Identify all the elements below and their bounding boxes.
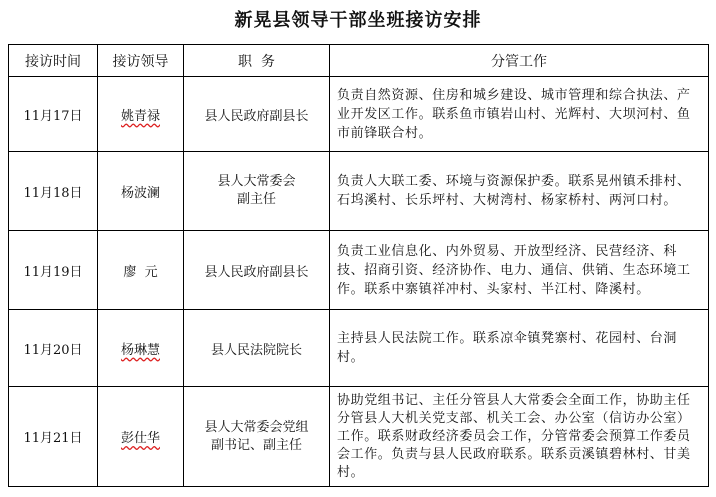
leader-position-line: 副主任 <box>236 192 276 207</box>
reception-date: 11月17日 <box>9 77 98 152</box>
leader-name: 姚青禄 <box>120 108 160 124</box>
leader-name: 廖 元 <box>98 231 184 310</box>
table-row <box>9 387 709 487</box>
table-header-row <box>9 45 709 77</box>
responsibilities: 主持县人民法院工作。联系凉伞镇凳寨村、花园村、台洞村。 <box>330 310 709 387</box>
table-row <box>9 152 709 231</box>
leader-position: 县人民政府副县长 <box>184 77 330 152</box>
responsibilities: 负责人大联工委、环境与资源保护委。联系晃州镇禾排村、石坞溪村、长乐坪村、大树湾村、杨家桥村、两河口村。 <box>330 152 709 231</box>
table-row <box>9 77 709 152</box>
responsibilities: 负责工业信息化、内外贸易、开放型经济、民营经济、科技、招商引资、经济协作、电力、通信、供销、生态环境工作。联系中寨镇祥冲村、头家村、半江村、降溪村。 <box>330 231 709 310</box>
leader-position-line: 副书记、副主任 <box>210 437 302 453</box>
reception-date: 11月19日 <box>9 231 98 310</box>
page-title: 新晃县领导干部坐班接访安排 <box>234 10 482 31</box>
leader-name: 杨波澜 <box>98 152 184 231</box>
header-responsibilities: 分管工作 <box>330 45 709 77</box>
table-row <box>9 231 709 310</box>
leader-name: 彭仕华 <box>120 431 160 446</box>
responsibilities: 协助党组书记、主任分管县人大常委会全面工作，协助主任分管县人大机关党支部、机关工会、办公室（信访办公室）工作。联系财政经济委员会工作，分管常委会预算工作委员会工作。负责与县人民政府联系。联系贡溪镇碧林村、甘美村。 <box>330 387 709 487</box>
header-reception-leader: 接访领导 <box>98 45 184 77</box>
reception-date: 11月18日 <box>9 152 98 231</box>
reception-schedule-table <box>8 44 709 487</box>
header-reception-time: 接访时间 <box>9 45 98 77</box>
leader-position: 县人民政府副县长 <box>184 231 330 310</box>
reception-date: 11月20日 <box>9 310 98 387</box>
reception-date: 11月21日 <box>9 387 98 487</box>
table-row <box>9 310 709 387</box>
leader-name: 杨琳慧 <box>120 342 160 358</box>
header-position: 职 务 <box>184 45 330 77</box>
leader-position: 县人民法院院长 <box>184 310 330 387</box>
leader-position-line: 县人大常委会 <box>217 174 296 189</box>
responsibilities: 负责自然资源、住房和城乡建设、城市管理和综合执法、产业开发区工作。联系鱼市镇岩山村、光辉村、大坝河村、鱼市前锋联合村。 <box>330 77 709 152</box>
leader-position-line: 县人大常委会党组 <box>204 419 309 435</box>
